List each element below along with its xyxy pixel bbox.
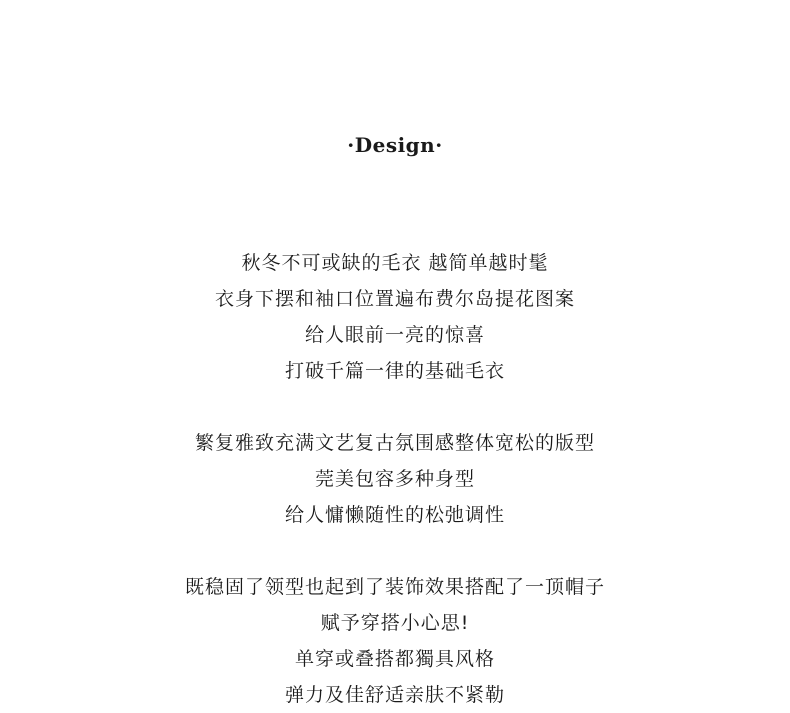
- text-line: 单穿或叠搭都獨具风格: [294, 648, 495, 670]
- text-line: 给人慵懒随性的松弛调性: [284, 504, 505, 526]
- text-line: 赋予穿搭小心思!: [320, 612, 470, 634]
- design-heading: ·Design·: [347, 133, 443, 157]
- text-line: 打破千篇一律的基础毛衣: [284, 360, 505, 382]
- text-line: 繁复雅致充满文艺复古氛围感整体宽松的版型: [194, 432, 595, 454]
- text-line: 秋冬不可或缺的毛衣 越简单越时髦: [241, 252, 549, 274]
- text-line: 莞美包容多种身型: [314, 468, 475, 490]
- text-line: 给人眼前一亮的惊喜: [304, 324, 485, 346]
- text-line: 既稳固了领型也起到了装饰效果搭配了一顶帽子: [184, 576, 605, 598]
- text-line: 弹力及佳舒适亲肤不紧勒: [284, 684, 505, 706]
- text-line: 衣身下摆和袖口位置遍布费尔岛提花图案: [214, 288, 575, 310]
